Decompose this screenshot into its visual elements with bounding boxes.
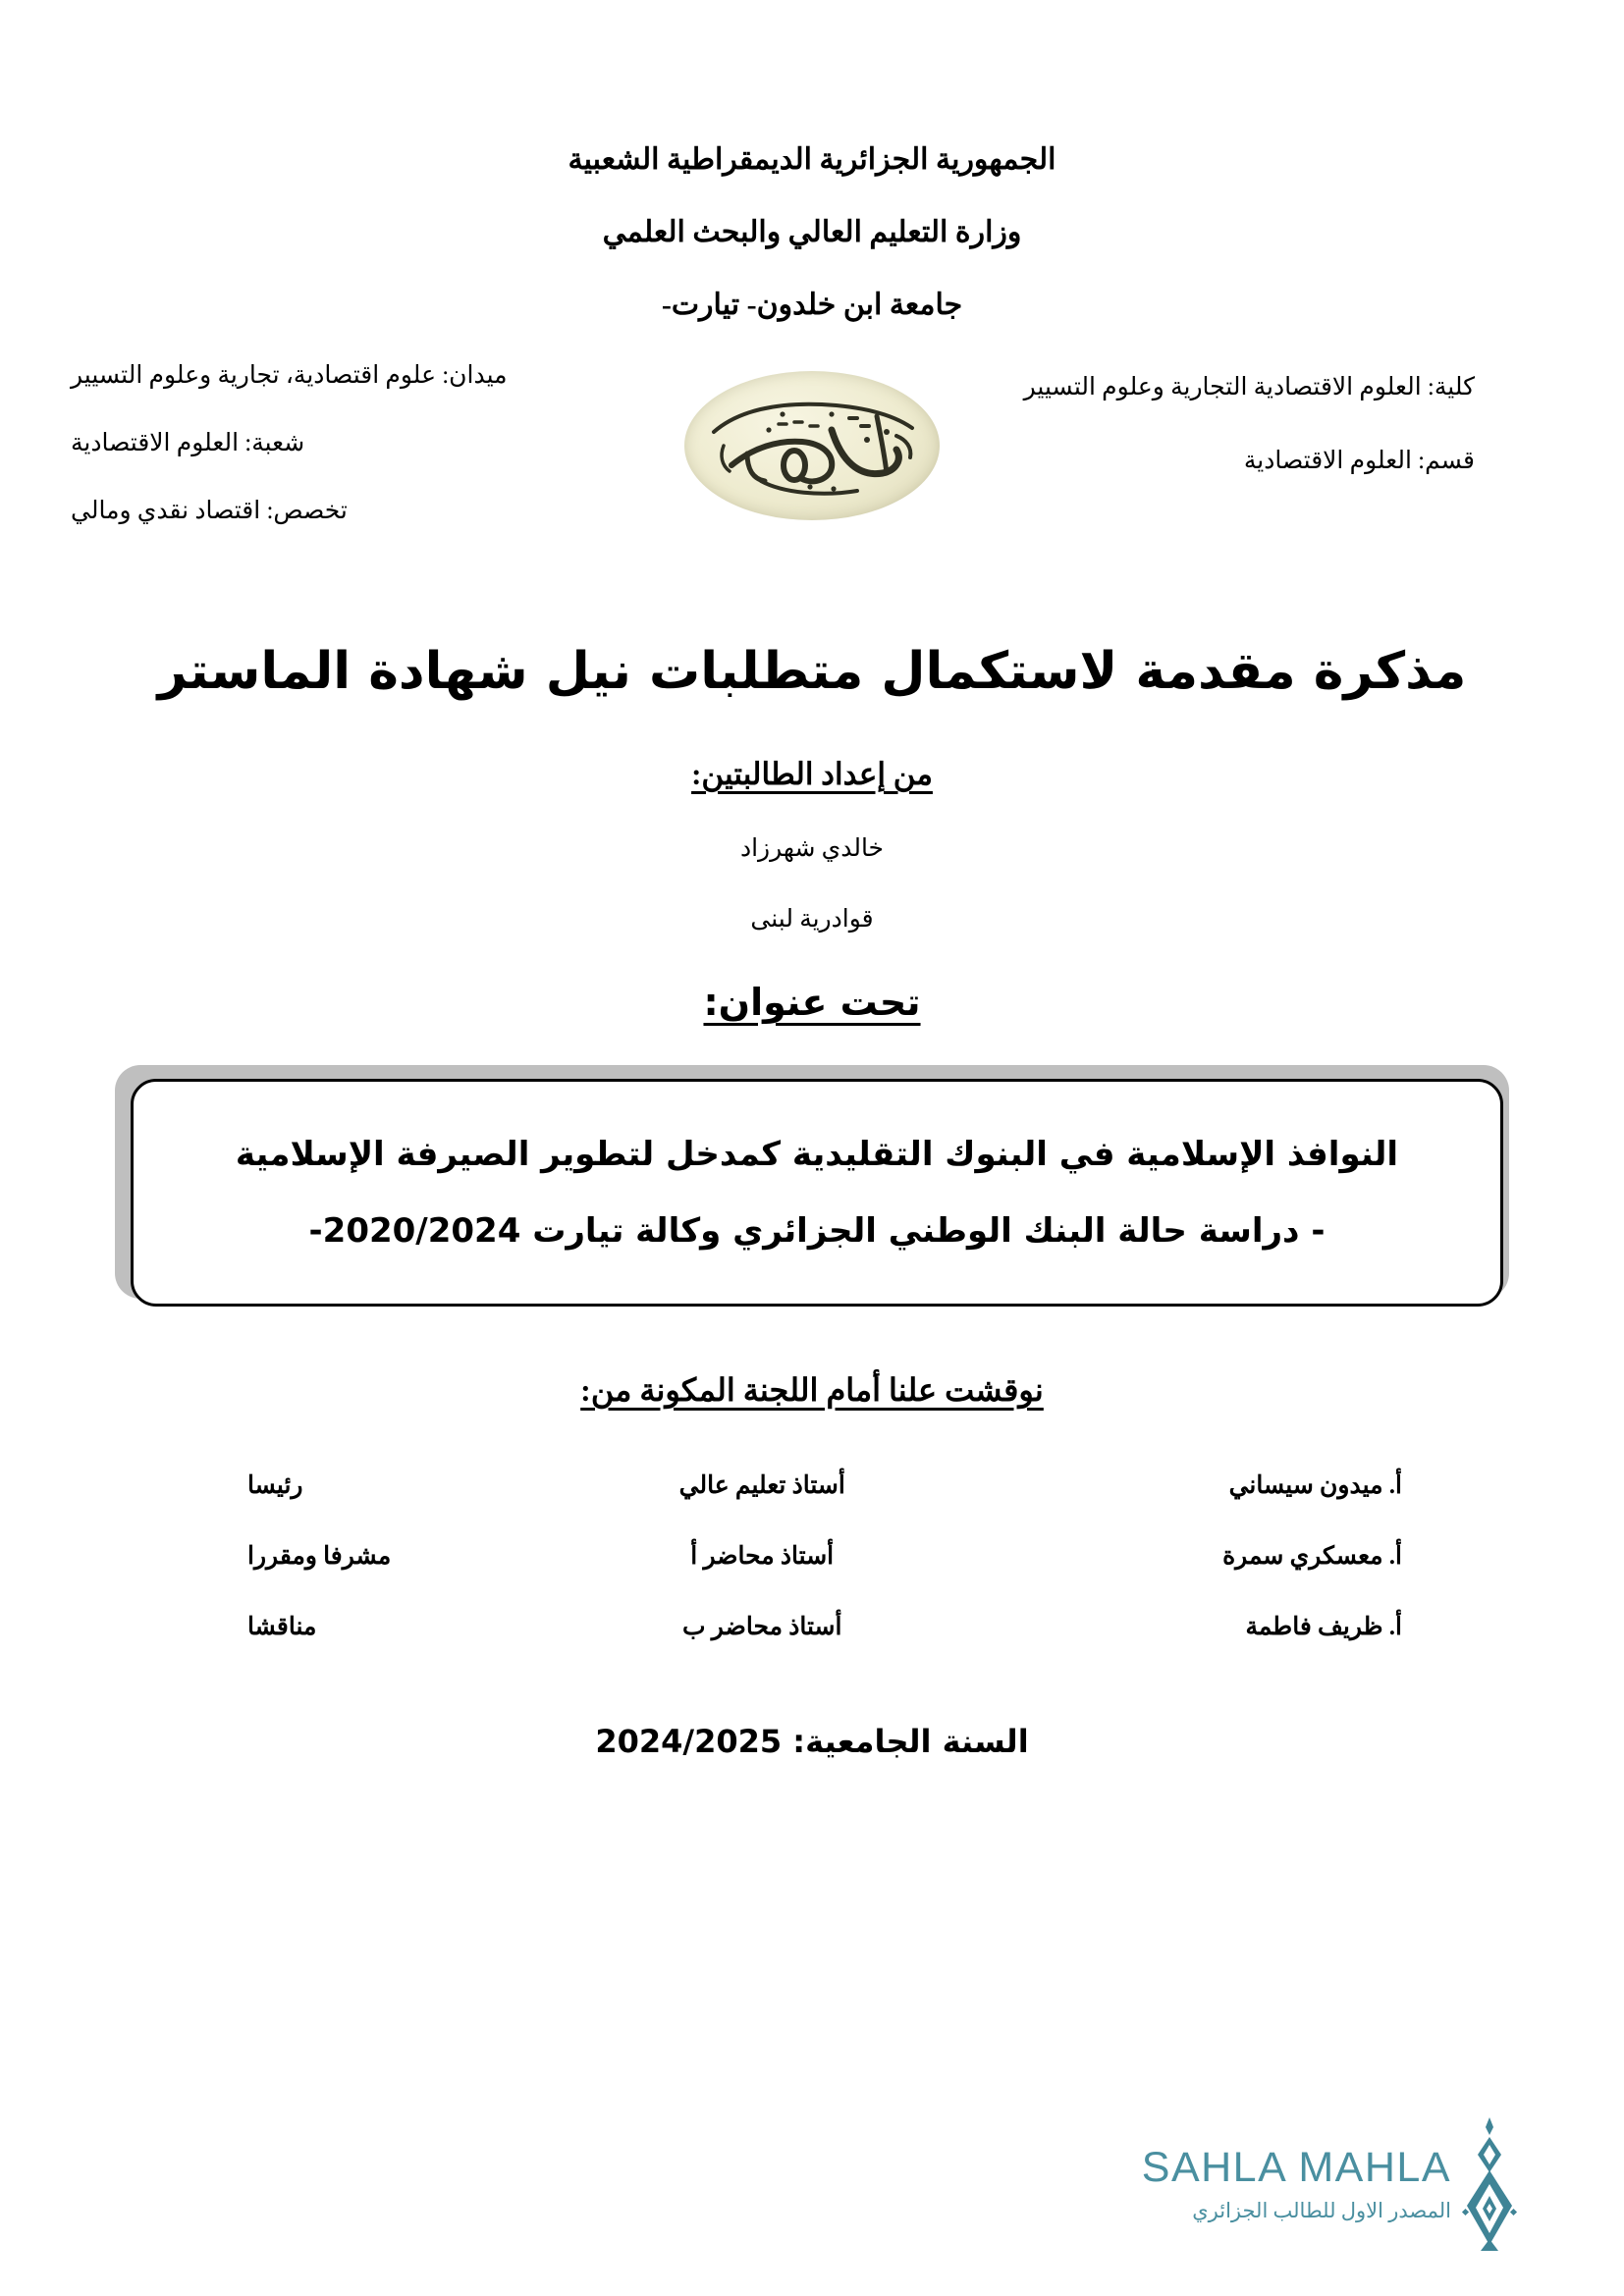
header-line-university: جامعة ابن خلدون- تيارت- (661, 289, 963, 321)
table-row (189, 1591, 1435, 1662)
degree-statement: مذكرة مقدمة لاستكمال متطلبات نيل شهادة الماستر (157, 642, 1467, 701)
watermark-text (1090, 2144, 1451, 2222)
watermark-ornament-icon (1457, 2115, 1522, 2253)
jury-member-name: أ. ميدون سيساني (1228, 1472, 1402, 1500)
student-name-1: خالدي شهرزاد (739, 835, 885, 863)
table-row (189, 1521, 1435, 1591)
jury-member-name: أ. معسكري سمرة (1222, 1543, 1402, 1571)
jury-member-grade: أستاذ محاضر ب (682, 1614, 842, 1641)
thesis-title-box-wrap (115, 1065, 1509, 1308)
thesis-title-box (131, 1079, 1503, 1307)
jury-heading-wrap (0, 1371, 1624, 1409)
specialty-line: تخصص: اقتصاد نقدي ومالي (71, 498, 348, 524)
jury-member-role: مناقشا (247, 1614, 317, 1641)
students-heading: من إعداد الطالبتين: (691, 757, 933, 792)
page-header (0, 0, 1624, 320)
jury-table (189, 1450, 1435, 1662)
sahla-mahla-watermark (1090, 2110, 1522, 2258)
thesis-title-line-2: - دراسة حالة البنك الوطني الجزائري وكالة تيارت 2020/2024- (308, 1211, 1326, 1252)
university-seal-icon (684, 371, 940, 520)
under-title-label-wrap (0, 981, 1624, 1024)
domain-line: ميدان: علوم اقتصادية، تجارية وعلوم التسيير (71, 362, 508, 389)
watermark-brand: SAHLA MAHLA (1141, 2144, 1451, 2191)
students-section (0, 757, 1624, 934)
jury-member-name: أ. ظريف فاطمة (1245, 1614, 1402, 1641)
table-row (189, 1450, 1435, 1521)
department-line: قسم: العلوم الاقتصادية (1243, 448, 1475, 474)
jury-heading: نوقشت علنا أمام اللجنة المكونة من: (580, 1372, 1044, 1409)
students-heading-wrap (0, 757, 1624, 792)
faculty-info-block (964, 375, 1475, 522)
faculty-line: كلية: العلوم الاقتصادية التجارية وعلوم التسيير (1023, 374, 1475, 400)
jury-member-role: مشرفا ومقررا (247, 1543, 392, 1571)
under-title-label: تحت عنوان: (703, 981, 921, 1025)
student-name-2: قوادرية لبنى (750, 906, 874, 934)
academic-year: السنة الجامعية: 2024/2025 (595, 1723, 1029, 1761)
jury-member-grade: أستاذ تعليم عالي (678, 1472, 845, 1500)
header-line-ministry: وزارة التعليم العالي والبحث العلمي (602, 216, 1022, 248)
thesis-title-line-1: النوافذ الإسلامية في البنوك التقليدية كمدخل لتطوير الصيرفة الإسلامية (235, 1134, 1399, 1174)
jury-member-grade: أستاذ محاضر أ (690, 1543, 835, 1571)
jury-member-role: رئيسا (247, 1472, 303, 1500)
watermark-tagline: المصدر الاول للطالب الجزائري (1192, 2199, 1451, 2222)
header-line-republic: الجمهورية الجزائرية الديمقراطية الشعبية (568, 143, 1056, 176)
branch-line: شعبة: العلوم الاقتصادية (71, 430, 305, 456)
institution-info-row (0, 363, 1624, 589)
university-logo (684, 371, 940, 528)
specialty-info-block (71, 363, 660, 566)
